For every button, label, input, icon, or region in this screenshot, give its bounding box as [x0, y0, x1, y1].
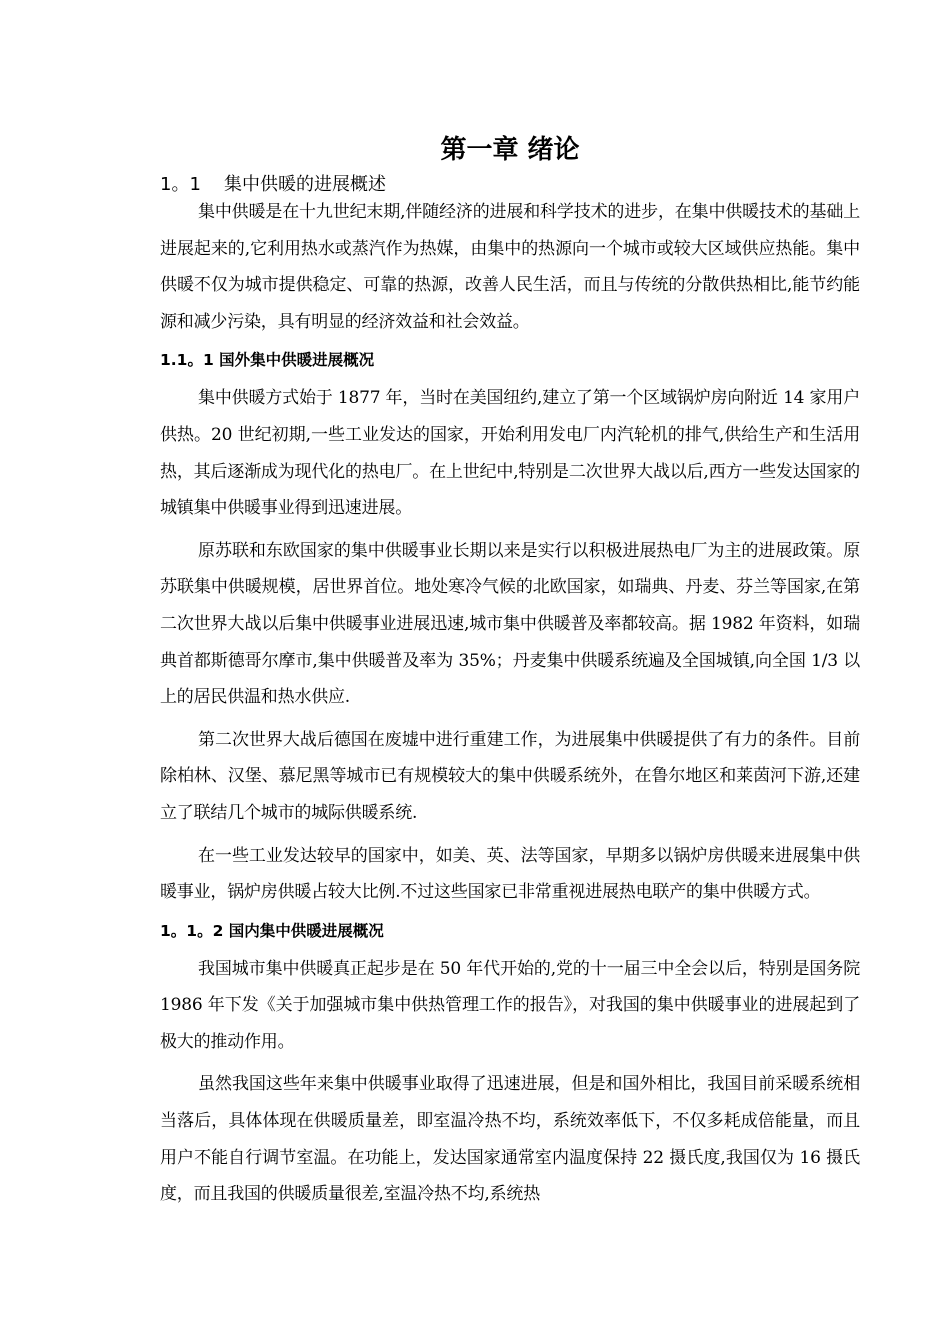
- page-content: [160, 130, 860, 1219]
- subsection-heading: 1。1。2 国内集中供暖进展概况: [160, 921, 384, 940]
- body-paragraph: 原苏联和东欧国家的集中供暖事业长期以来是实行以积极进展热电厂为主的进展政策。原苏联集中供暖规模，居世界首位。地处寒冷气候的北欧国家，如瑞典、丹麦、芬兰等国家,在第二次世界大战以后集中供暖事业进展迅速,城市集中供暖普及率都较高。据 1982 年资料，如瑞典首都斯德哥尔摩市,集中供暖普及率为 35%；丹麦集中供暖系统遍及全国城镇,向全国 1/3 以上的居民供温和热水供应.: [160, 540, 860, 708]
- body-paragraph: 我国城市集中供暖真正起步是在 50 年代开始的,党的十一届三中全会以后，特别是国务院 1986 年下发《关于加强城市集中供热管理工作的报告》，对我国的集中供暖事业的进展起到了极大的推动作用。: [160, 958, 860, 1052]
- chapter-title: 第一章 绪论: [440, 135, 580, 165]
- section-title: 集中供暖的进展概述: [224, 174, 386, 195]
- body-paragraph: 集中供暖方式始于 1877 年，当时在美国纽约,建立了第一个区域锅炉房向附近 14 家用户供热。20 世纪初期,一些工业发达的国家，开始利用发电厂内汽轮机的排气,供给生产和生活用热，其后逐渐成为现代化的热电厂。在上世纪中,特别是二次世界大战以后,西方一些发达国家的城镇集中供暖事业得到迅速进展。: [160, 388, 860, 519]
- subsection-heading: 1.1。1 国外集中供暖进展概况: [160, 351, 375, 370]
- section-number: 1。1: [160, 174, 201, 195]
- body-paragraph: 虽然我国这些年来集中供暖事业取得了迅速进展，但是和国外相比，我国目前采暖系统相当落后，具体体现在供暖质量差，即室温冷热不均，系统效率低下，不仅多耗成倍能量，而且用户不能自行调节室温。在功能上，发达国家通常室内温度保持 22 摄氏度,我国仅为 16 摄氏度，而且我国的供暖质量很差,室温冷热不均,系统热: [160, 1074, 860, 1205]
- body-paragraph: 第二次世界大战后德国在废墟中进行重建工作，为进展集中供暖提供了有力的条件。目前除柏林、汉堡、慕尼黑等城市已有规模较大的集中供暖系统外，在鲁尔地区和莱茵河下游,还建立了联结几个城市的城际供暖系统.: [160, 729, 860, 823]
- body-paragraph: 集中供暖是在十九世纪末期,伴随经济的进展和科学技术的进步，在集中供暖技术的基础上进展起来的,它利用热水或蒸汽作为热媒，由集中的热源向一个城市或较大区域供应热能。集中供暖不仅为城市提供稳定、可靠的热源，改善人民生活，而且与传统的分散供热相比,能节约能源和减少污染，具有明显的经济效益和社会效益。: [160, 202, 860, 332]
- body-paragraph: 在一些工业发达较早的国家中，如美、英、法等国家，早期多以锅炉房供暖来进展集中供暖事业，锅炉房供暖占较大比例.不过这些国家已非常重视进展热电联产的集中供暖方式。: [160, 845, 860, 903]
